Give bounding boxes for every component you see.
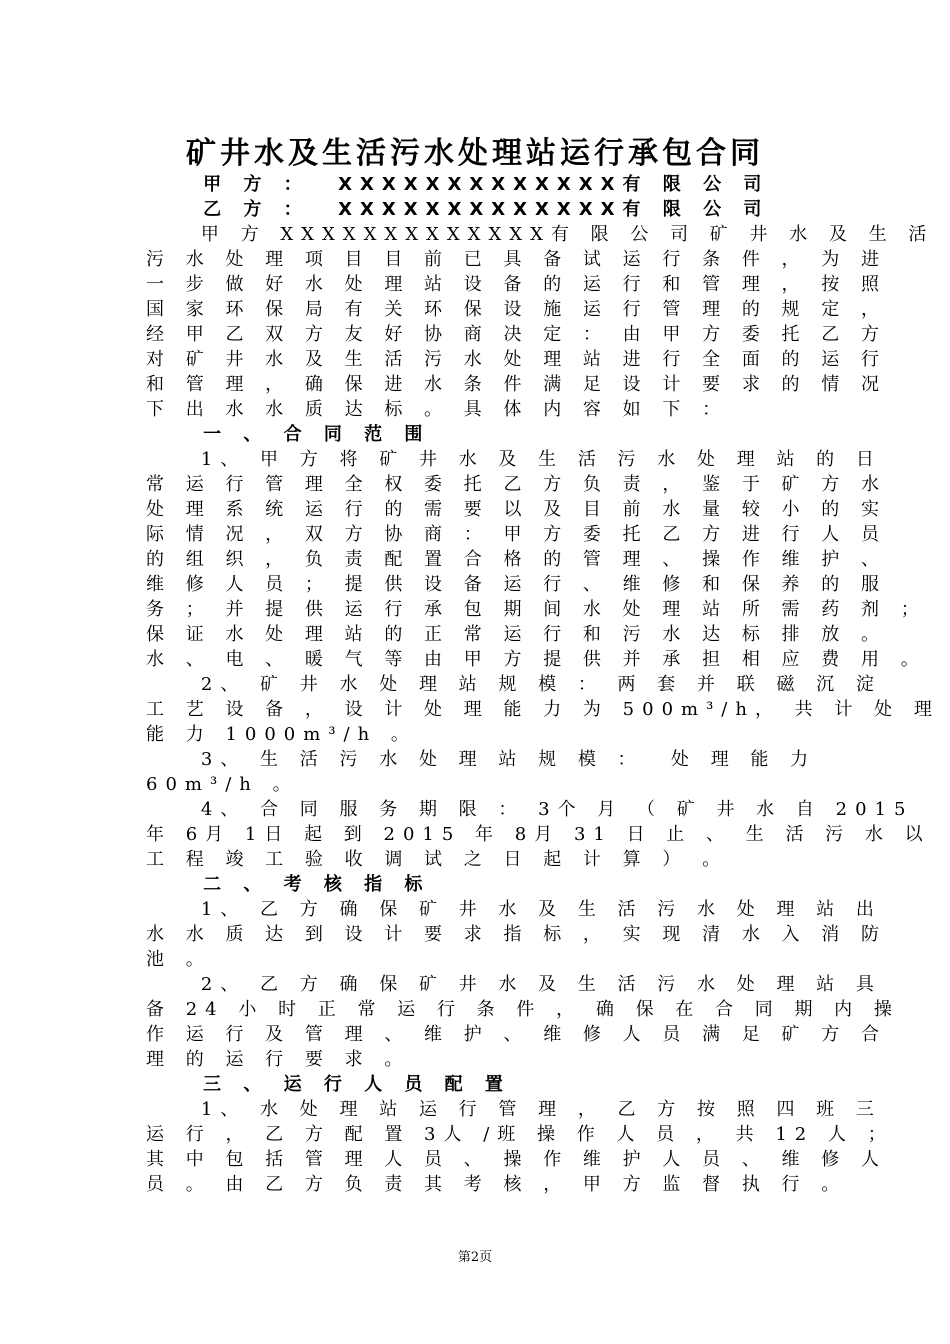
text-line: 的 组 织 ， 负 责 配 置 合 格 的 管 理 、 操 作 维 护 、 — [146, 549, 887, 570]
party-line: 甲 方 ： XXXXXXXXXXXXX有 限 公 司 — [146, 174, 770, 195]
text-line: 2、 乙 方 确 保 矿 井 水 及 生 活 污 水 处 理 站 具 — [146, 974, 882, 995]
text-line: 对 矿 井 水 及 生 活 污 水 处 理 站 进 行 全 面 的 运 行 — [146, 349, 887, 370]
text-line: 理 的 运 行 要 求 。 — [146, 1049, 411, 1070]
text-line: 国 家 环 保 局 有 关 环 保 设 施 运 行 管 理 的 规 定 ， — [146, 299, 887, 320]
text-line: 备 24 小 时 正 常 运 行 条 件 ， 确 保 在 合 同 期 内 操 — [146, 999, 900, 1020]
text-line: 年 6月 1日 起 到 2015 年 8月 31 日 止 、 生 活 污 水 以 — [146, 824, 931, 845]
text-line: 甲 方 XXXXXXXXXXXXX有 限 公 司 矿 井 水 及 生 活 — [146, 224, 935, 245]
text-line: 水 水 质 达 到 设 计 要 求 指 标 ， 实 现 清 水 入 消 防 — [146, 924, 887, 945]
text-line: 工 程 竣 工 验 收 调 试 之 日 起 计 算 ） 。 — [146, 849, 729, 870]
text-line: 际 情 况 ， 双 方 协 商 ： 甲 方 委 托 乙 方 进 行 人 员 — [146, 524, 887, 545]
text-line: 4、 合 同 服 务 期 限 ： 3个 月 （ 矿 井 水 自 2015 — [146, 799, 914, 820]
text-line: 作 运 行 及 管 理 、 维 护 、 维 修 人 员 满 足 矿 方 合 — [146, 1024, 887, 1045]
text-line: 处 理 系 统 运 行 的 需 要 以 及 目 前 水 量 较 小 的 实 — [146, 499, 887, 520]
text-line: 其 中 包 括 管 理 人 员 、 操 作 维 护 人 员 、 维 修 人 — [146, 1149, 887, 1170]
text-line: 工 艺 设 备 ， 设 计 处 理 能 力 为 500m³/h， 共 计 处 理 — [146, 699, 940, 720]
section-heading: 三 、 运 行 人 员 配 置 — [146, 1074, 511, 1095]
text-line: 3、 生 活 污 水 处 理 站 规 模 ： 处 理 能 力 — [146, 749, 817, 770]
text-line: 员 。 由 乙 方 负 责 其 考 核 ， 甲 方 监 督 执 行 。 — [146, 1174, 848, 1195]
text-line: 2、 矿 井 水 处 理 站 规 模 ： 两 套 并 联 磁 沉 淀 — [146, 674, 882, 695]
text-line: 1、 甲 方 将 矿 井 水 及 生 活 污 水 处 理 站 的 日 — [146, 449, 882, 470]
document-title: 矿井水及生活污水处理站运行承包合同 — [186, 136, 764, 171]
text-line: 污 水 处 理 项 目 目 前 已 具 备 试 运 行 条 件 ， 为 进 — [146, 249, 887, 270]
party-line: 乙 方 ： XXXXXXXXXXXXX有 限 公 司 — [146, 199, 770, 220]
text-line: 水 、 电 、 暖 气 等 由 甲 方 提 供 并 承 担 相 应 费 用 。 — [146, 649, 927, 670]
section-heading: 二 、 考 核 指 标 — [146, 874, 431, 895]
text-line: 和 管 理 ， 确 保 进 水 条 件 满 足 设 计 要 求 的 情 况 — [146, 374, 887, 395]
text-line: 池 。 — [146, 949, 212, 970]
text-line: 经 甲 乙 双 方 友 好 协 商 决 定 ： 由 甲 方 委 托 乙 方 — [146, 324, 887, 345]
text-line: 下 出 水 水 质 达 标 。 具 体 内 容 如 下 ： — [146, 399, 729, 420]
text-line: 常 运 行 管 理 全 权 委 托 乙 方 负 责 ， 鉴 于 矿 方 水 — [146, 474, 887, 495]
text-line: 务 ； 并 提 供 运 行 承 包 期 间 水 处 理 站 所 需 药 剂 ； — [146, 599, 927, 620]
text-line: 运 行 ， 乙 方 配 置 3人 /班 操 作 人 员 ， 共 12 人 ； — [146, 1124, 894, 1145]
page-number: 第2页 — [457, 1250, 493, 1265]
text-line: 保 证 水 处 理 站 的 正 常 运 行 和 污 水 达 标 排 放 。 — [146, 624, 887, 645]
document-body — [146, 172, 940, 1197]
section-heading: 一 、 合 同 范 围 — [146, 424, 431, 445]
text-line: 维 修 人 员 ； 提 供 设 备 运 行 、 维 修 和 保 养 的 服 — [146, 574, 887, 595]
text-line: 60m³/h 。 — [146, 774, 299, 795]
text-line: 一 步 做 好 水 处 理 站 设 备 的 运 行 和 管 理 ， 按 照 — [146, 274, 887, 295]
text-line: 能 力 1000m³/h 。 — [146, 724, 417, 745]
text-line: 1、 水 处 理 站 运 行 管 理 ， 乙 方 按 照 四 班 三 — [146, 1099, 882, 1120]
text-line: 1、 乙 方 确 保 矿 井 水 及 生 活 污 水 处 理 站 出 — [146, 899, 882, 920]
